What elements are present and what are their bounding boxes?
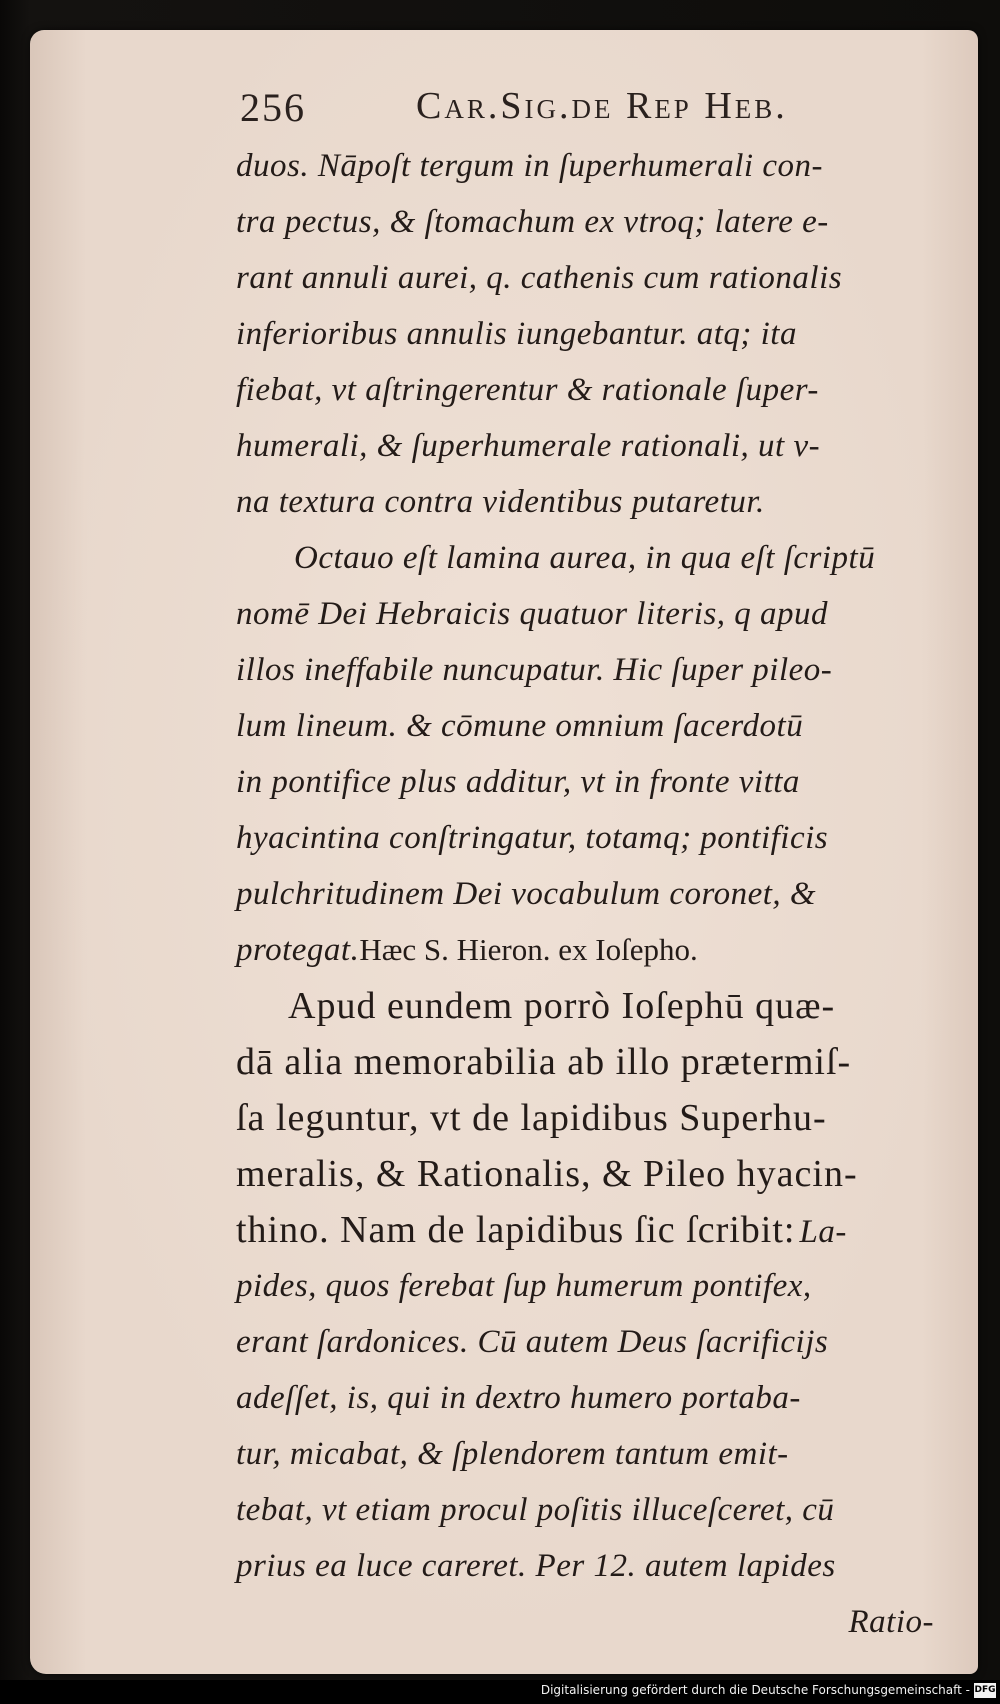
text-line: tra pectus, & ſtomachum ex vtroq; latere e- [236,204,829,240]
text-line: in pontifice plus additur, vt in fronte vitta [236,764,800,800]
catchword: Ratio- [848,1604,934,1640]
text-fragment: Hæc S. Hieron. ex Ioſepho. [359,932,698,967]
text-line: humerali, & ſuperhumerale rationali, ut v- [236,428,821,464]
text-line: lum lineum. & cōmune omnium ſacerdotū [236,708,804,744]
text-line: tebat, vt etiam procul poſitis illuceſceret, cū [236,1492,835,1528]
text-line: Apud eundem porrò Ioſephū quæ- [288,985,836,1027]
text-line: fiebat, vt aſtringerentur & rationale ſuper- [236,372,819,408]
text-line: na textura contra videntibus putaretur. [236,484,765,520]
text-fragment: thino. Nam de lapidibus ſic ſcribit: [236,1209,796,1251]
text-block [236,138,956,1650]
text-line [236,1202,956,1258]
text-line: dā alia memorabilia ab illo prætermiſ- [236,1041,852,1083]
text-line: erant ſardonices. Cū autem Deus ſacrificijs [236,1324,829,1360]
text-line: nomē Dei Hebraicis quatuor literis, q apud [236,596,829,632]
running-head: Car.Sig.de Rep Heb. [416,85,788,127]
page-header [240,84,860,134]
text-line: prius ea luce careret. Per 12. autem lapides [236,1548,836,1584]
text-line: meralis, & Rationalis, & Pileo hyacin- [236,1153,858,1195]
text-line: pides, quos ferebat ſup humerum pontifex, [236,1268,812,1304]
text-line [236,922,956,978]
page-number: 256 [240,85,306,130]
text-line: adeſſet, is, qui in dextro humero portaba- [236,1380,801,1416]
text-line: tur, micabat, & ſplendorem tantum emit- [236,1436,789,1472]
text-line: Octauo eſt lamina aurea, in qua eſt ſcriptū [294,540,876,576]
text-fragment: La- [799,1214,847,1250]
text-line: pulchritudinem Dei vocabulum coronet, & [236,876,817,912]
text-line: inferioribus annulis iungebantur. atq; ita [236,316,797,352]
text-line: illos ineffabile nuncupatur. Hic ſuper pileo- [236,652,833,688]
text-line: ſa leguntur, vt de lapidibus Superhu- [236,1097,827,1139]
text-line: rant annuli aurei, q. cathenis cum rationalis [236,260,843,296]
text-line: duos. Nāpoſt tergum in ſuperhumerali con- [236,148,823,184]
footer-credit: Digitalisierung gefördert durch die Deutsche Forschungsgemeinschaft - [540,1683,970,1697]
text-fragment: protegat. [236,932,360,968]
text-line: hyacintina conſtringatur, totamq; pontificis [236,820,829,856]
dfg-logo: DFG [974,1683,996,1698]
